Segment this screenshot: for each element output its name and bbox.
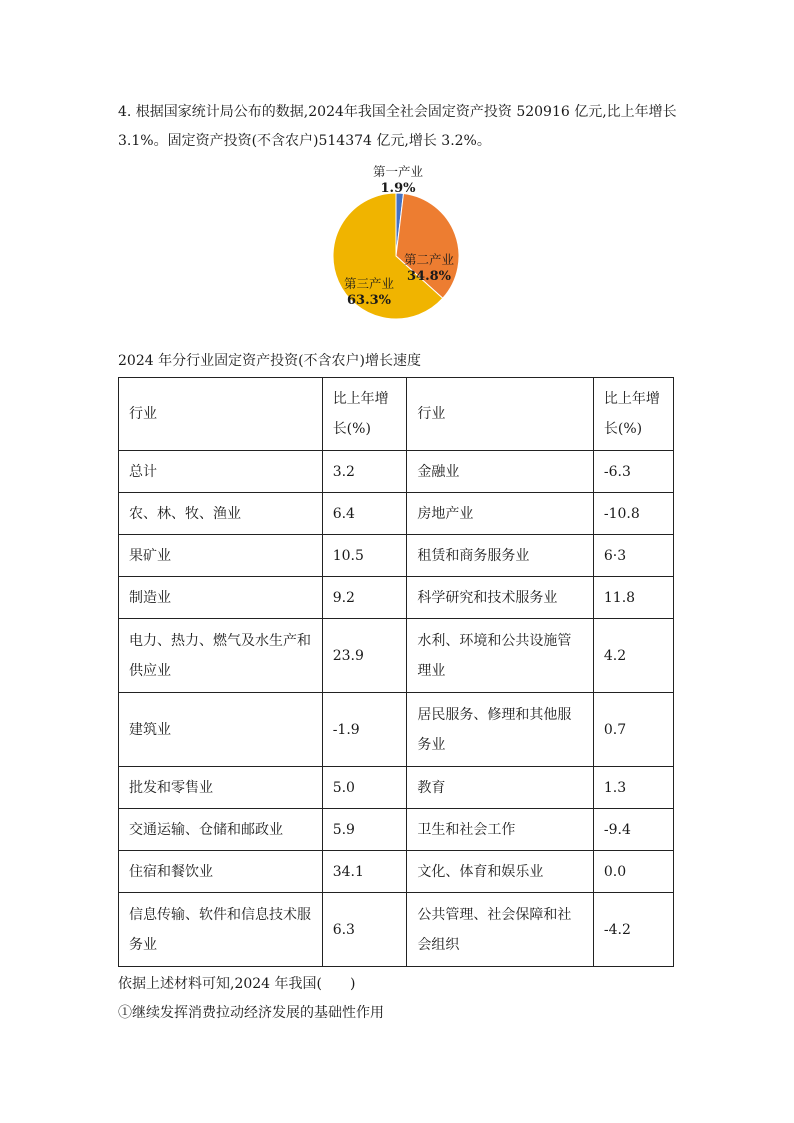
industry-right-cell: 房地产业 [407,493,594,535]
table-row [119,619,674,693]
pie-value-label-1: 1.9% [380,181,416,196]
industry-left-cell: 建筑业 [119,693,323,767]
industry-left-cell: 住宿和餐饮业 [119,851,323,893]
growth-left-cell: 6.4 [322,493,407,535]
growth-right-cell: -10.8 [593,493,673,535]
growth-left-cell: 34.1 [322,851,407,893]
header-industry-left: 行业 [119,378,323,451]
growth-right-cell: -9.4 [593,809,673,851]
pie-value-label-3: 63.3% [346,293,392,308]
growth-left-cell: 5.9 [322,809,407,851]
growth-right-cell: -6.3 [593,451,673,493]
industry-right-cell: 教育 [407,767,594,809]
table-row [119,851,674,893]
option-1: ①继续发挥消费拉动经济发展的基础性作用 [118,1005,384,1021]
growth-right-cell: 4.2 [593,619,673,693]
table-row [119,493,674,535]
industry-right-cell: 公共管理、社会保障和社会组织 [407,893,594,967]
industry-right-cell: 水利、环境和公共设施管理业 [407,619,594,693]
table-row [119,451,674,493]
growth-right-cell: 0.7 [593,693,673,767]
industry-left-cell: 总计 [119,451,323,493]
industry-left-cell: 果矿业 [119,535,323,577]
header-growth-left: 比上年增长(%) [322,378,407,451]
table-row [119,577,674,619]
pie-value-label-2: 34.8% [406,269,452,284]
growth-right-cell: 6·3 [593,535,673,577]
growth-left-cell: 6.3 [322,893,407,967]
growth-right-cell: 1.3 [593,767,673,809]
pie-label-1: 第一产业 [372,164,424,179]
growth-right-cell: 0.0 [593,851,673,893]
growth-left-cell: -1.9 [322,693,407,767]
header-industry-right: 行业 [407,378,594,451]
table-caption: 2024 年分行业固定资产投资(不含农户)增长速度 [118,353,422,369]
growth-right-cell: 11.8 [593,577,673,619]
table-header-row [119,378,674,451]
industry-left-cell: 信息传输、软件和信息技术服务业 [119,893,323,967]
table-row [119,767,674,809]
table-row [119,893,674,967]
growth-left-cell: 23.9 [322,619,407,693]
industry-right-cell: 金融业 [407,451,594,493]
industry-growth-table [118,377,674,967]
question-stem: 依据上述材料可知,2024 年我国( ) [118,976,356,992]
industry-left-cell: 电力、热力、燃气及水生产和供应业 [119,619,323,693]
growth-left-cell: 9.2 [322,577,407,619]
table-row [119,809,674,851]
industry-right-cell: 居民服务、修理和其他服务业 [407,693,594,767]
growth-left-cell: 5.0 [322,767,407,809]
pie-label-2: 第二产业 [403,252,455,267]
table-row [119,693,674,767]
table-row [119,535,674,577]
industry-left-cell: 批发和零售业 [119,767,323,809]
industry-right-cell: 科学研究和技术服务业 [407,577,594,619]
growth-left-cell: 10.5 [322,535,407,577]
industry-right-cell: 租赁和商务服务业 [407,535,594,577]
growth-left-cell: 3.2 [322,451,407,493]
industry-left-cell: 交通运输、仓储和邮政业 [119,809,323,851]
industry-left-cell: 农、林、牧、渔业 [119,493,323,535]
growth-right-cell: -4.2 [593,893,673,967]
industry-right-cell: 文化、体育和娱乐业 [407,851,594,893]
question-intro: 4. 根据国家统计局公布的数据,2024年我国全社会固定资产投资 520916 亿元,比上年增长 3.1%。固定资产投资(不含农户)514374 亿元,增长 3.2%。 [118,104,677,149]
investment-pie-chart [318,160,478,340]
pie-label-3: 第三产业 [343,276,395,291]
industry-left-cell: 制造业 [119,577,323,619]
pie-svg [318,160,478,340]
industry-right-cell: 卫生和社会工作 [407,809,594,851]
header-growth-right: 比上年增长(%) [593,378,673,451]
